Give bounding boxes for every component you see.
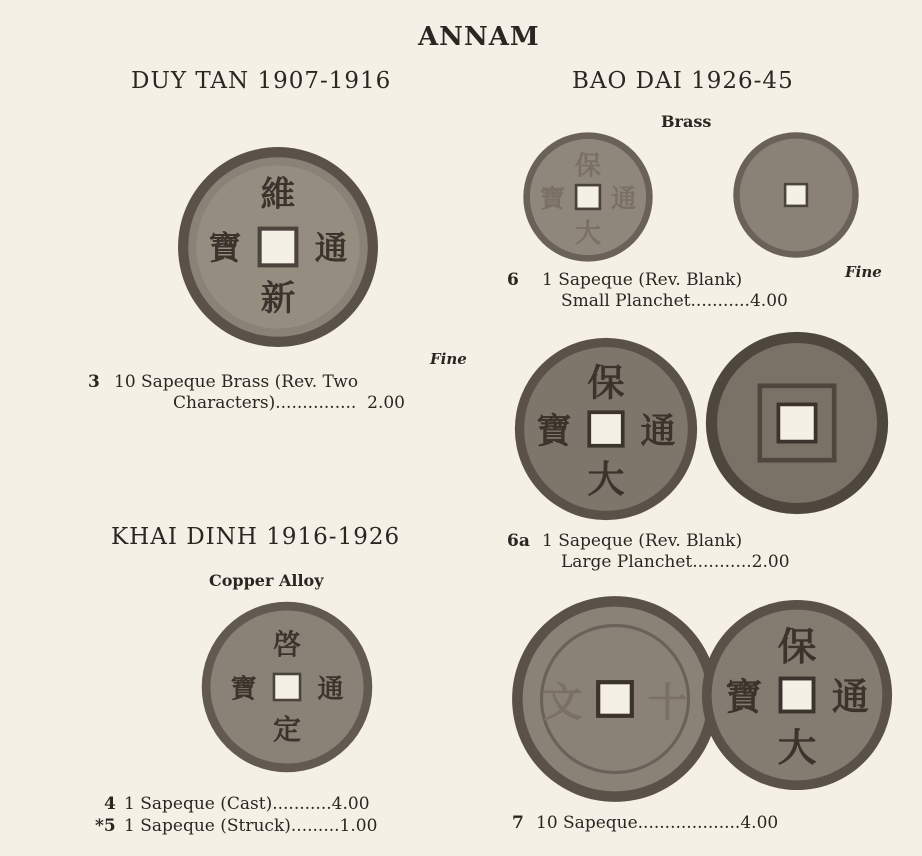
entry-price: 1.00 xyxy=(339,816,378,836)
catalog-entry-3 xyxy=(88,372,358,392)
entry-description: 10 Sapeque xyxy=(536,813,638,833)
leader-dots: ........... xyxy=(272,794,332,814)
catalog-entry-5 xyxy=(95,816,377,836)
coin-char-right: 通 xyxy=(831,675,869,719)
coin-char-right: 通 xyxy=(314,229,348,268)
catalog-entry-6 xyxy=(507,270,742,290)
coin-image-bao-dai-6a-obverse xyxy=(513,336,699,522)
coin-char-bottom: 定 xyxy=(273,713,301,747)
entry-number: 6a xyxy=(507,531,530,551)
entry-description: 1 Sapeque (Cast) xyxy=(124,794,273,814)
coin-char-bottom: 大 xyxy=(574,217,602,249)
leader-dots: ........... xyxy=(690,291,750,311)
coin-char-top: 啓 xyxy=(273,627,301,661)
coin-char-top: 保 xyxy=(587,360,625,405)
coin-image-bao-dai-6a-reverse xyxy=(704,330,890,516)
coin-image-duy-tan xyxy=(176,145,380,349)
coin-char-right: 通 xyxy=(611,183,637,213)
entry-description-cont: Small Planchet xyxy=(561,291,691,311)
coin-char-top: 保 xyxy=(777,625,817,671)
entry-number: 7 xyxy=(512,813,524,833)
entry-price: 4.00 xyxy=(740,813,779,833)
catalog-entry-7 xyxy=(512,813,778,833)
entry-price: 4.00 xyxy=(749,291,788,311)
coin-char-left: 寶 xyxy=(208,229,242,268)
catalog-entry-6a-line2 xyxy=(561,552,790,572)
entry-description-cont: Characters) xyxy=(173,393,276,413)
coin-image-khai-dinh xyxy=(200,600,374,774)
entry-number: 3 xyxy=(88,372,100,392)
entry-description: 1 Sapeque (Struck) xyxy=(124,816,291,836)
catalog-entry-6a xyxy=(507,531,742,551)
entry-description: 10 Sapeque Brass (Rev. Two xyxy=(114,372,359,392)
material-label: Copper Alloy xyxy=(209,571,324,590)
entry-price: 2.00 xyxy=(751,552,790,572)
entry-description: 1 Sapeque (Rev. Blank) xyxy=(542,270,743,290)
coin-char-left: 寶 xyxy=(536,410,572,452)
entry-price: 2.00 xyxy=(367,393,405,413)
grade-label-fine: Fine xyxy=(430,350,467,368)
section-heading-khai-dinh: KHAI DINH 1916-1926 xyxy=(111,524,401,550)
coin-char-top: 維 xyxy=(260,175,296,216)
grade-label-fine: Fine xyxy=(845,263,882,281)
coin-char-top: 保 xyxy=(574,150,602,182)
coin-char-left: 寶 xyxy=(230,674,257,705)
section-heading-duy-tan: DUY TAN 1907-1916 xyxy=(131,68,392,94)
leader-dots: ............... xyxy=(275,393,357,413)
entry-number: *5 xyxy=(95,816,116,836)
coin-image-bao-dai-7-reverse xyxy=(510,594,720,804)
coin-image-bao-dai-6-reverse xyxy=(732,131,860,259)
page-title: ANNAM xyxy=(418,22,540,52)
catalog-entry-4 xyxy=(104,794,370,814)
coin-char-right: 通 xyxy=(640,410,676,452)
coin-char-right: 通 xyxy=(317,674,344,705)
entry-number: 6 xyxy=(507,270,519,290)
entry-description-cont: Large Planchet xyxy=(561,552,693,572)
coin-char-left: 寶 xyxy=(539,183,565,213)
coin-char-bottom: 大 xyxy=(777,725,817,771)
leader-dots: ................... xyxy=(637,813,741,833)
entry-number: 4 xyxy=(104,794,116,814)
coin-char-left: 寶 xyxy=(725,675,763,719)
coin-char-bottom: 新 xyxy=(260,279,296,320)
catalog-entry-6-line2 xyxy=(561,291,788,311)
section-heading-bao-dai: BAO DAI 1926-45 xyxy=(572,68,794,94)
coin-char-right: 十 xyxy=(647,679,688,726)
leader-dots: ........... xyxy=(692,552,752,572)
coin-char-left: 文 xyxy=(542,679,583,726)
coin-char-bottom: 大 xyxy=(587,457,625,502)
entry-description: 1 Sapeque (Rev. Blank) xyxy=(542,531,743,551)
coin-image-bao-dai-6-obverse xyxy=(522,131,654,263)
coin-image-bao-dai-7-obverse xyxy=(700,598,894,792)
catalog-entry-3-line2 xyxy=(173,393,405,413)
entry-price: 4.00 xyxy=(331,794,370,814)
leader-dots: ......... xyxy=(290,816,340,836)
material-label: Brass xyxy=(661,112,712,131)
